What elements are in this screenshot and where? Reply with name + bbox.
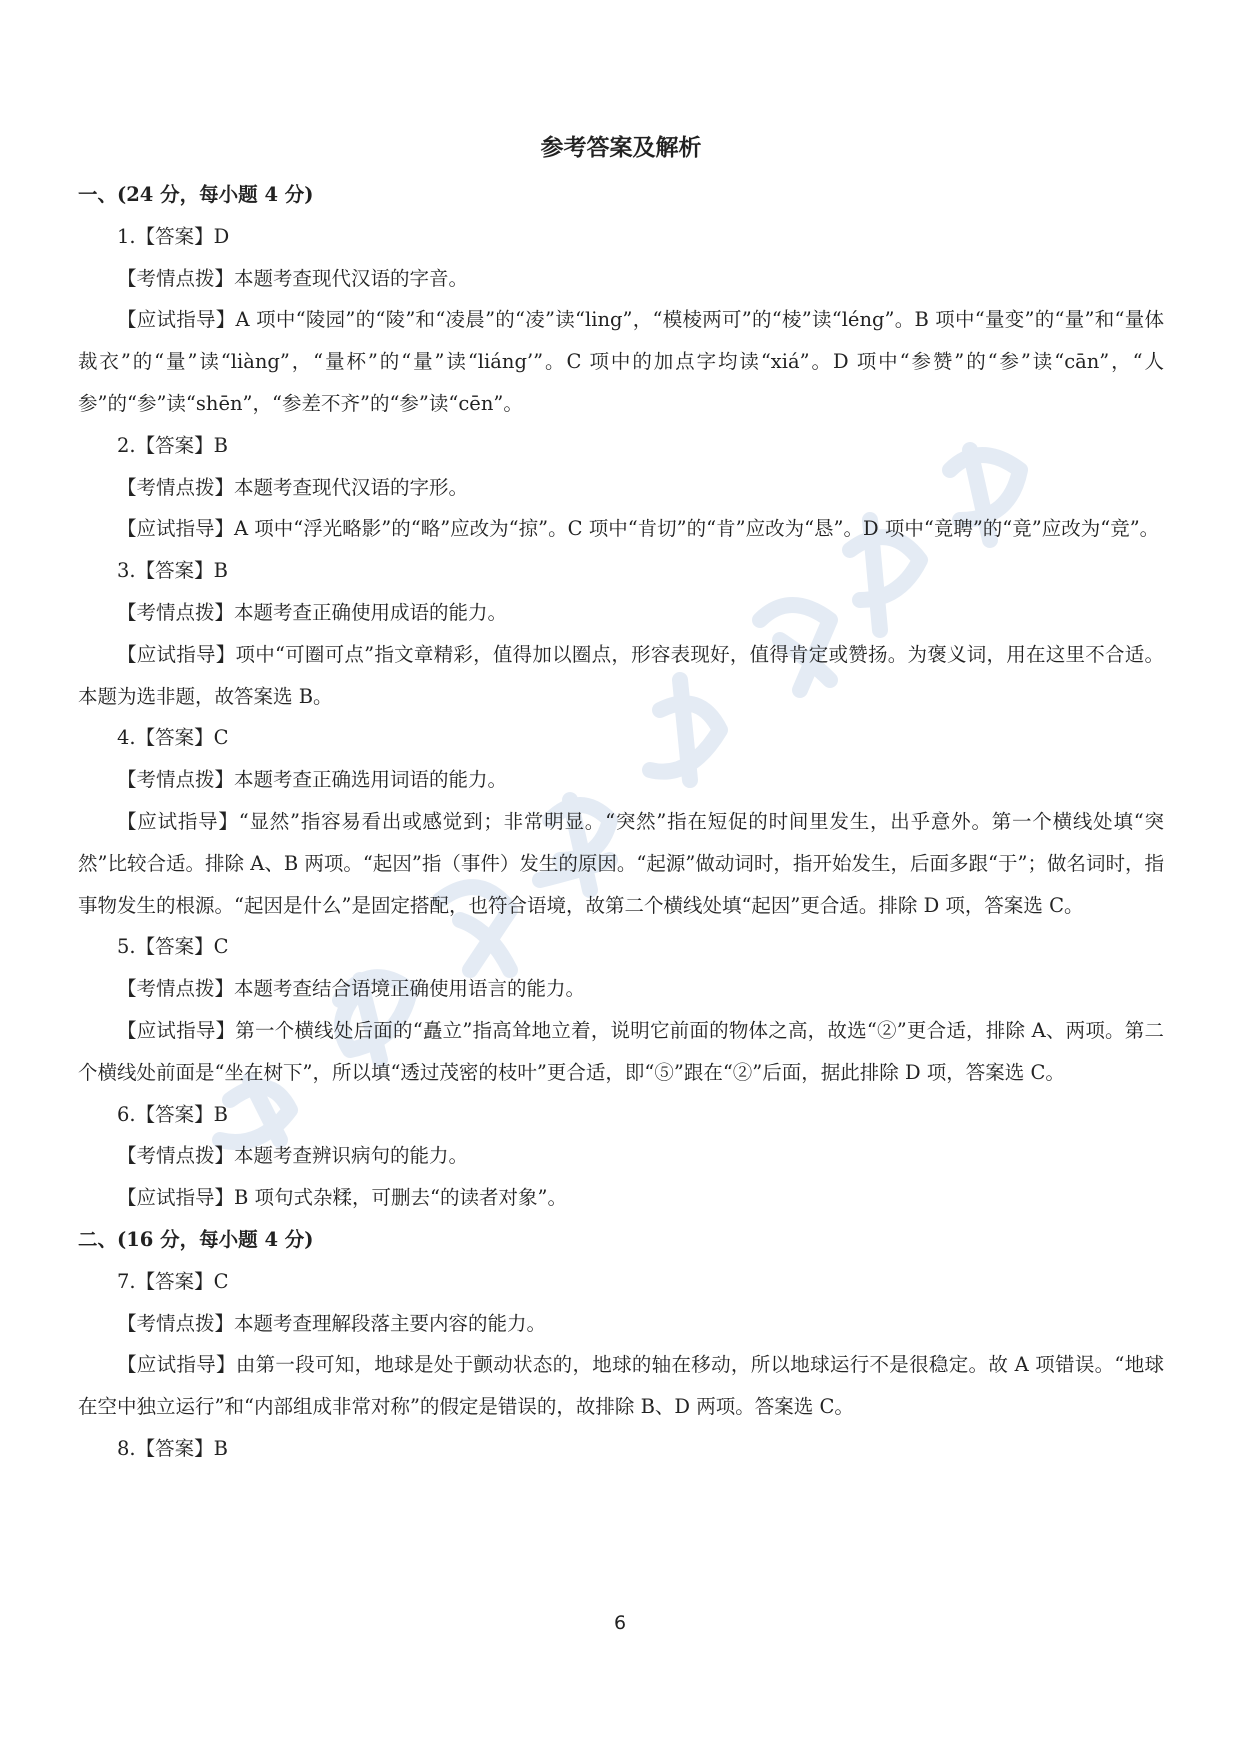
document-page	[78, 128, 1164, 1470]
page-title: 参考答案及解析	[540, 134, 702, 161]
section-heading: 一、(24 分，每小题 4 分)	[78, 183, 314, 206]
exam-guide: 【应试指导】“显然”指容易看出或感觉到；非常明显。“突然”指在短促的时间里发生，出乎意外。第一个横线处填“突然”比较合适。排除 A、B 两项。“起因”指（事件）发生的原因。“起源”做动词时，指开始发生，后面多跟“于”；做名词时，指事物发生的根源。“起因是什么”是固定搭配，也符合语境，故第二个横线处填“起因”更合适。排除 D 项，答案选 C。	[78, 809, 1164, 917]
exam-point: 【考情点拨】本题考查辨识病句的能力。	[117, 1144, 469, 1168]
section-2	[78, 1219, 1164, 1470]
exam-guide: 【应试指导】A 项中“浮光略影”的“略”应改为“掠”。C 项中“肯切”的“肯”应改为“恳”。D 项中“竟聘”的“竟”应改为“竞”。	[117, 517, 1160, 541]
section-1	[78, 174, 1164, 1219]
answer-line: 1.【答案】D	[117, 224, 230, 248]
exam-guide: 【应试指导】由第一段可知，地球是处于颤动状态的，地球的轴在移动，所以地球运行不是很稳定。故 A 项错误。“地球在空中独立运行”和“内部组成非常对称”的假定是错误的，故排除 B、D 两项。答案选 C。	[78, 1353, 1164, 1419]
answer-line: 8.【答案】B	[117, 1436, 228, 1460]
answer-line: 2.【答案】B	[117, 433, 228, 457]
exam-point: 【考情点拨】本题考查现代汉语的字形。	[117, 475, 469, 499]
exam-point: 【考情点拨】本题考查正确使用成语的能力。	[117, 600, 508, 624]
answer-line: 7.【答案】C	[117, 1269, 229, 1293]
exam-guide: 【应试指导】第一个横线处后面的“矗立”指高耸地立着，说明它前面的物体之高，故选“②”更合适，排除 A、两项。第二个横线处前面是“坐在树下”，所以填“透过茂密的枝叶”更合适，即“⑤”跟在“②”后面，据此排除 D 项，答案选 C。	[78, 1018, 1164, 1084]
section-heading: 二、(16 分，每小题 4 分)	[78, 1227, 314, 1251]
answer-line: 6.【答案】B	[117, 1102, 228, 1126]
exam-point: 【考情点拨】本题考查正确选用词语的能力。	[117, 768, 508, 792]
exam-point: 【考情点拨】本题考查结合语境正确使用语言的能力。	[117, 977, 586, 1001]
page-number: 6	[613, 1612, 627, 1634]
answer-line: 3.【答案】B	[117, 559, 228, 583]
exam-guide: 【应试指导】项中“可圈可点”指文章精彩，值得加以圈点，形容表现好，值得肯定或赞扬。为褒义词，用在这里不合适。本题为选非题，故答案选 B。	[78, 642, 1164, 708]
answer-line: 4.【答案】C	[117, 726, 229, 750]
exam-guide: 【应试指导】A 项中“陵园”的“陵”和“凌晨”的“凌”读“ling”，“模棱两可”的“棱”读“léng”。B 项中“量变”的“量”和“量体裁衣”的“量”读“liàng”，“量杯”的“量”读“liáng’”。C 项中的加点字均读“xiá”。D 项中“参赞”的“参”读“cān”，“人参”的“参”读“shēn”，“参差不齐”的“参”读“cēn”。	[78, 308, 1164, 415]
exam-guide: 【应试指导】B 项句式杂糅，可删去“的读者对象”。	[117, 1186, 567, 1210]
answer-line: 5.【答案】C	[117, 935, 229, 959]
exam-point: 【考情点拨】本题考查现代汉语的字音。	[117, 266, 469, 290]
exam-point: 【考情点拨】本题考查理解段落主要内容的能力。	[117, 1311, 547, 1335]
